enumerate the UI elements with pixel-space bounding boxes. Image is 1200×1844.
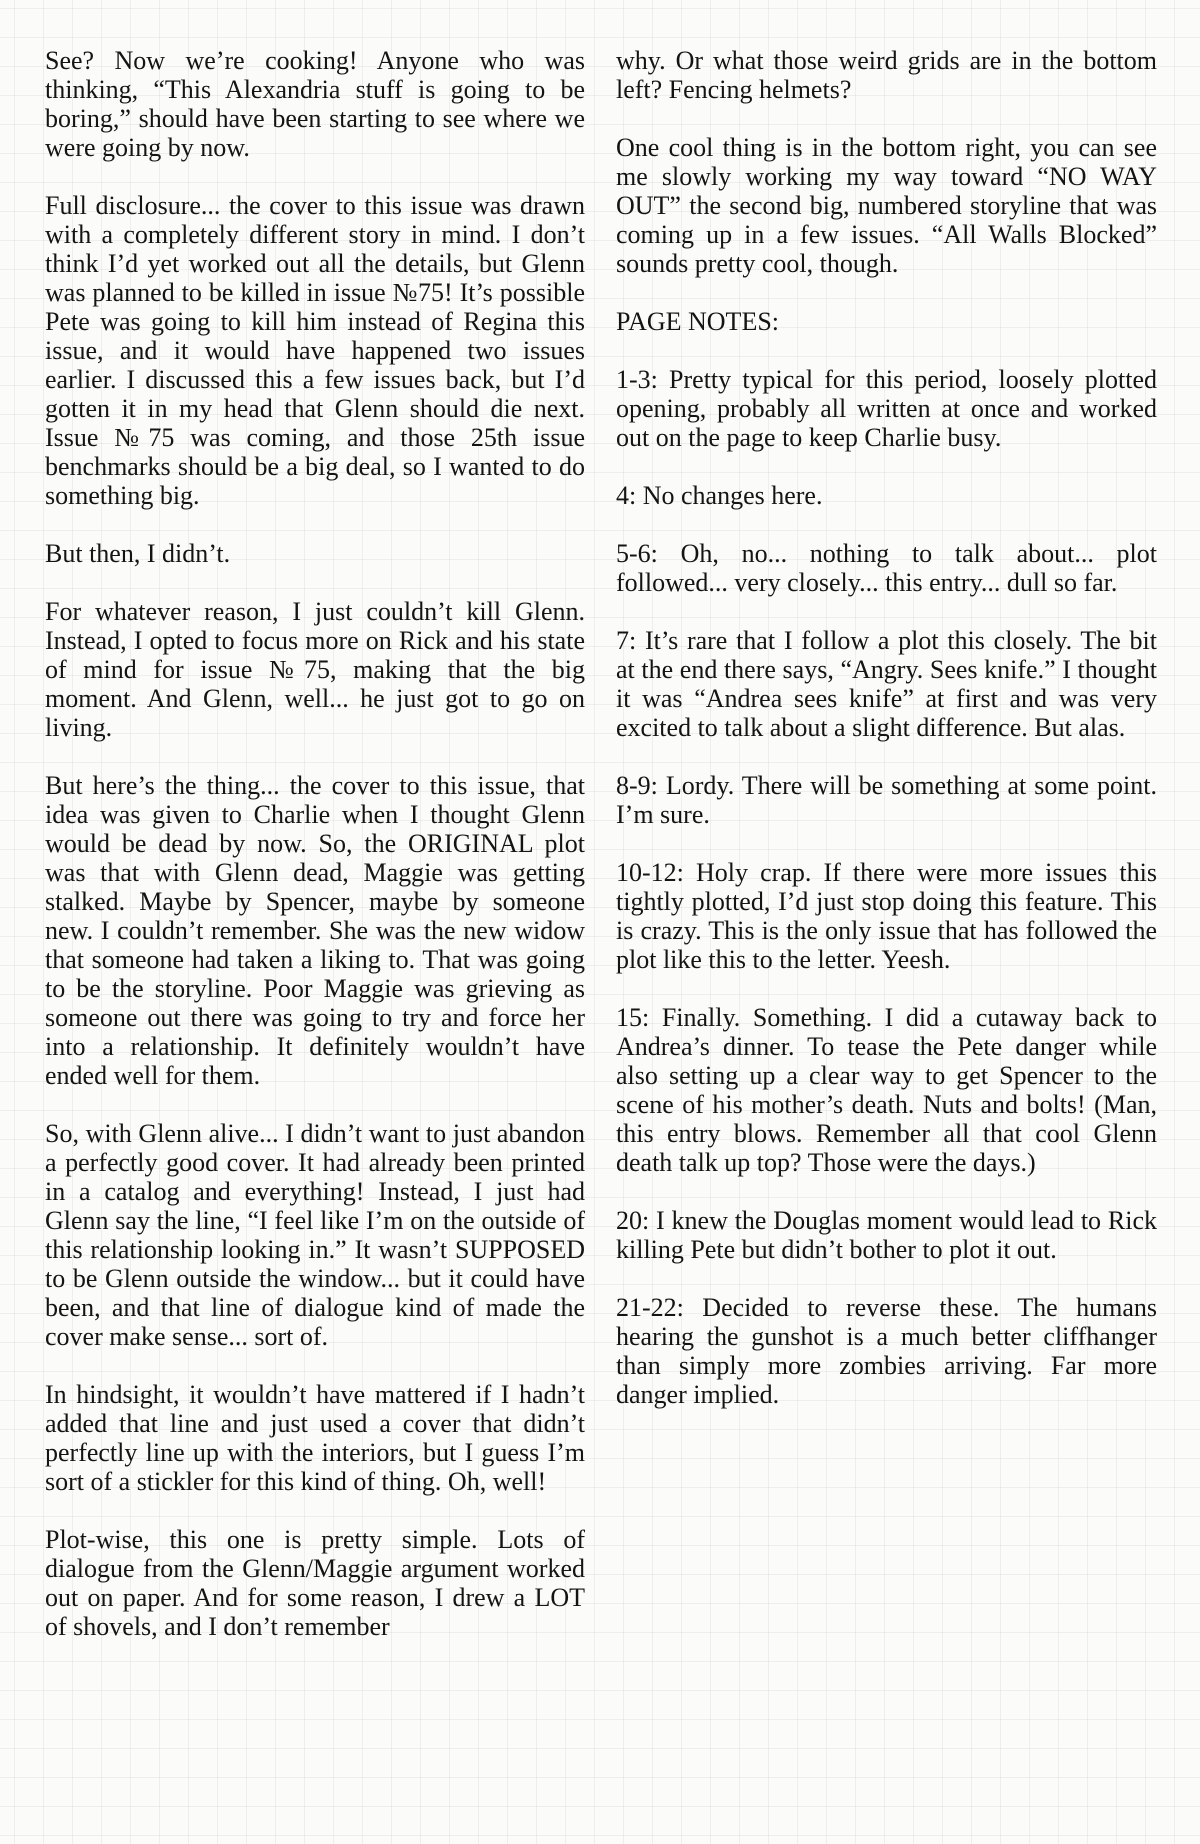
page-note: 4: No changes here. [616, 481, 823, 510]
paragraph-no-way-out: One cool thing is in the bottom right, you can see me slowly working my way toward “NO WAY OUT” the second big, numbered storyline that was coming up in a few issues. “All Walls Blocked” sounds pretty cool, though. [616, 133, 1157, 278]
page-note: 5-6: Oh, no... nothing to talk about... plot followed... very closely... this entry... dull so far. [616, 539, 1157, 597]
page-note: 10-12: Holy crap. If there were more issues this tightly plotted, I’d just stop doing this feature. This is crazy. This is the only issue that has followed the plot like this to the letter. Yeesh. [616, 858, 1157, 974]
paragraph-hindsight: In hindsight, it wouldn’t have mattered if I hadn’t added that line and just used a cover that didn’t perfectly line up with the interiors, but I guess I’m sort of a stickler for this kind of thing. Oh, well! [45, 1380, 585, 1496]
page-note: 20: I knew the Douglas moment would lead to Rick killing Pete but didn’t bother to plot it out. [616, 1206, 1157, 1264]
page-note: 21-22: Decided to reverse these. The humans hearing the gunshot is a much better cliffhanger than simply more zombies arriving. Far more danger implied. [616, 1293, 1157, 1409]
page-note: 15: Finally. Something. I did a cutaway back to Andrea’s dinner. To tease the Pete danger while also setting up a clear way to get Spencer to the scene of his mother’s death. Nuts and bolts! (Man, this entry blows. Remember all that cool Glenn death talk up top? Those were the days.) [616, 1003, 1157, 1177]
paragraph-plot-wise: Plot-wise, this one is pretty simple. Lots of dialogue from the Glenn/Maggie argument worked out on paper. And for some reason, I drew a LOT of shovels, and I don’t remember [45, 1525, 585, 1641]
page-notes-heading: PAGE NOTES: [616, 307, 780, 336]
page-note: 8-9: Lordy. There will be something at some point. I’m sure. [616, 771, 1157, 829]
page-note: 7: It’s rare that I follow a plot this closely. The bit at the end there says, “Angry. Sees knife.” I thought it was “Andrea sees knife” at first and was very excited to talk about a slight difference. But alas. [616, 626, 1157, 742]
paragraph-continuation: why. Or what those weird grids are in the bottom left? Fencing helmets? [616, 46, 1157, 104]
paragraph-original-plot: But here’s the thing... the cover to this issue, that idea was given to Charlie when I thought Glenn would be dead by now. So, the ORIGINAL plot was that with Glenn dead, Maggie was getting stalked. Maybe by Spencer, maybe by someone new. I couldn’t remember. She was the new widow that someone had taken a liking to. That was going to be the storyline. Poor Maggie was grieving as someone out there was going to try and force her into a relationship. It definitely wouldn’t have ended well for them. [45, 771, 585, 1090]
page-note: 1-3: Pretty typical for this period, loosely plotted opening, probably all written at once and worked out on the page to keep Charlie busy. [616, 365, 1157, 452]
paragraph-but-then: But then, I didn’t. [45, 539, 231, 568]
left-column [45, 46, 585, 1670]
right-column [616, 46, 1157, 1438]
paragraph-whatever-reason: For whatever reason, I just couldn’t kill Glenn. Instead, I opted to focus more on Rick and his state of mind for issue №75, making that the big moment. And Glenn, well... he just got to go on living. [45, 597, 585, 742]
paragraph-full-disclosure: Full disclosure... the cover to this issue was drawn with a completely different story in mind. I don’t think I’d yet worked out all the details, but Glenn was planned to be killed in issue №75! It’s possible Pete was going to kill him instead of Regina this issue, and it would have happened two issues earlier. I discussed this a few issues back, but I’d gotten it in my head that Glenn should die next. Issue №75 was coming, and those 25th issue benchmarks should be a big deal, so I wanted to do something big. [45, 191, 585, 510]
paragraph-glenn-alive: So, with Glenn alive... I didn’t want to just abandon a perfectly good cover. It had already been printed in a catalog and everything! Instead, I just had Glenn say the line, “I feel like I’m on the outside of this relationship looking in.” It wasn’t SUPPOSED to be Glenn outside the window... but it could have been, and that line of dialogue kind of made the cover make sense... sort of. [45, 1119, 585, 1351]
paragraph-intro: See? Now we’re cooking! Anyone who was thinking, “This Alexandria stuff is going to be boring,” should have been starting to see where we were going by now. [45, 46, 585, 162]
